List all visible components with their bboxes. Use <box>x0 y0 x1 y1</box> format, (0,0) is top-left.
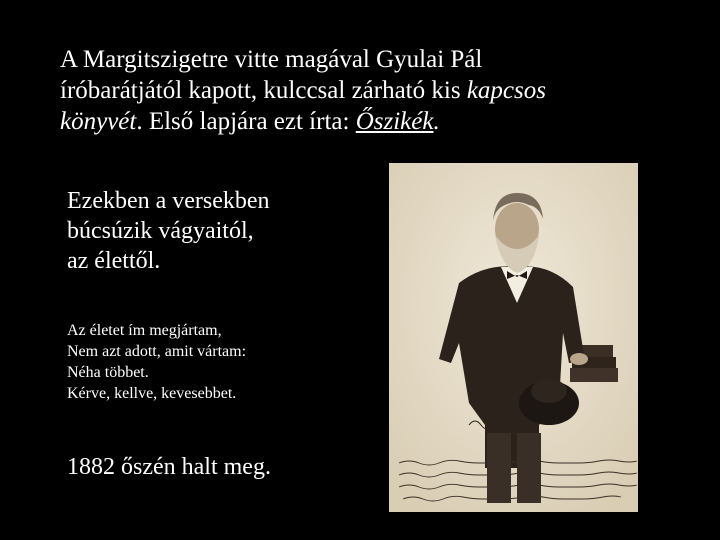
portrait-illustration <box>389 163 638 512</box>
intro-line-3d: . <box>433 108 440 135</box>
farewell-line-2: búcsúzik vágyaitól, <box>67 218 254 244</box>
farewell-text <box>67 186 367 276</box>
intro-paragraph <box>60 44 680 137</box>
poem-quote <box>67 320 367 404</box>
intro-konyvet: könyvét <box>60 108 137 135</box>
poem-line: Nem azt adott, amit vártam: <box>67 343 247 360</box>
portrait-photo <box>389 163 638 512</box>
death-note: 1882 őszén halt meg. <box>67 454 271 480</box>
poem-line: Kérve, kellve, kevesebbet. <box>67 385 237 402</box>
book-icon <box>570 368 618 382</box>
intro-line-2a: íróbarátjától kapott, kulccsal zárható kis <box>60 77 467 104</box>
intro-line-1: A Margitszigetre vitte magával Gyulai Pál <box>60 46 483 73</box>
farewell-line-1: Ezekben a versekben <box>67 188 270 214</box>
intro-oszikek-title: Őszikék <box>355 108 434 135</box>
farewell-line-3: az élettől. <box>67 248 161 274</box>
poem-line: Néha többet. <box>67 364 149 381</box>
intro-line-3b: . Első lapjára ezt írta: <box>136 108 356 135</box>
intro-kapcsos: kapcsos <box>466 77 546 104</box>
poem-line: Az életet ím megjártam, <box>67 322 222 339</box>
